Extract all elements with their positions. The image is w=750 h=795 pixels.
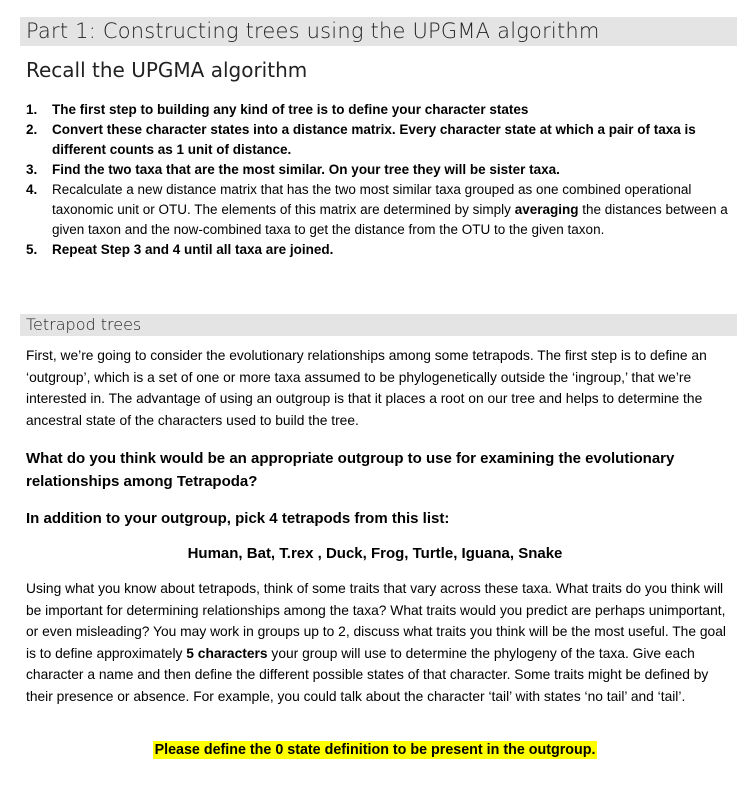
step-number: 2. (26, 122, 38, 137)
step-text: Convert these character states into a distance matrix. Every character state at which a pair of taxa is different counts as 1 unit of distance. (52, 122, 696, 157)
step-text: Find the two taxa that are the most similar. On your tree they will be sister taxa. (52, 162, 560, 177)
step-text: The first step to building any kind of tree is to define your character states (52, 102, 529, 117)
step-number: 5. (26, 242, 38, 257)
highlighted-instruction: Please define the 0 state definition to be present in the outgroup. (154, 742, 596, 758)
highlight-note-line (0, 741, 750, 759)
step-number: 1. (26, 102, 38, 117)
step-number: 4. (26, 182, 38, 197)
intro-paragraph: First, we’re going to consider the evolutionary relationships among some tetrapods. The first step is to define an ‘outgroup’, which is a set of one or more taxa assumed to be phylogenetically outside the ‘ingroup,’ that we’re interested in. The advantage of using an outgroup is that it places a root on our tree and helps to determine the ancestral state of the characters used to build the tree. (26, 348, 707, 428)
list-item (0, 120, 740, 160)
averaging-emphasis: averaging (514, 202, 579, 217)
recall-title: Recall the UPGMA algorithm (26, 58, 308, 82)
traits-paragraph: Using what you know about tetrapods, think of some traits that vary across these taxa. What traits do you think will be important for determining relationships among the taxa? What traits would you predict are perhaps unimportant, or even misleading? You may work in groups up to 2, discuss what traits you think will be the most useful. The goal is to define approximately 5 characters your group will use to determine the phylogeny of the taxa. Give each character a name and then define the different possible states of that character. Some traits might be defined by their presence or absence. For example, you could talk about the character ‘tail’ with states ‘no tail’ and ‘tail’. (26, 581, 726, 704)
list-item (0, 180, 740, 240)
list-item (0, 100, 740, 120)
part-title: Part 1: Constructing trees using the UPGMA algorithm (20, 17, 737, 46)
taxa-list: Human, Bat, T.rex , Duck, Frog, Turtle, Iguana, Snake (187, 545, 563, 562)
tetrapod-section-title: Tetrapod trees (20, 314, 737, 336)
step-number: 3. (26, 162, 38, 177)
pick-taxa-question: In addition to your outgroup, pick 4 tetrapods from this list: (26, 510, 450, 527)
upgma-steps-list (0, 100, 740, 260)
step-text: Recalculate a new distance matrix that has the two most similar taxa grouped as one combined operational taxonomic unit or OTU. The elements of this matrix are determined by simply averaging the distances between a given taxon and the now-combined taxa to get the distance from the OTU to the given taxon. (52, 182, 728, 237)
outgroup-question: What do you think would be an appropriate outgroup to use for examining the evolutionary relationships among Tetrapoda? (26, 450, 675, 490)
five-characters-emphasis: 5 characters (186, 645, 268, 661)
step-text: Repeat Step 3 and 4 until all taxa are joined. (52, 242, 334, 257)
list-item (0, 160, 740, 180)
list-item (0, 240, 740, 260)
